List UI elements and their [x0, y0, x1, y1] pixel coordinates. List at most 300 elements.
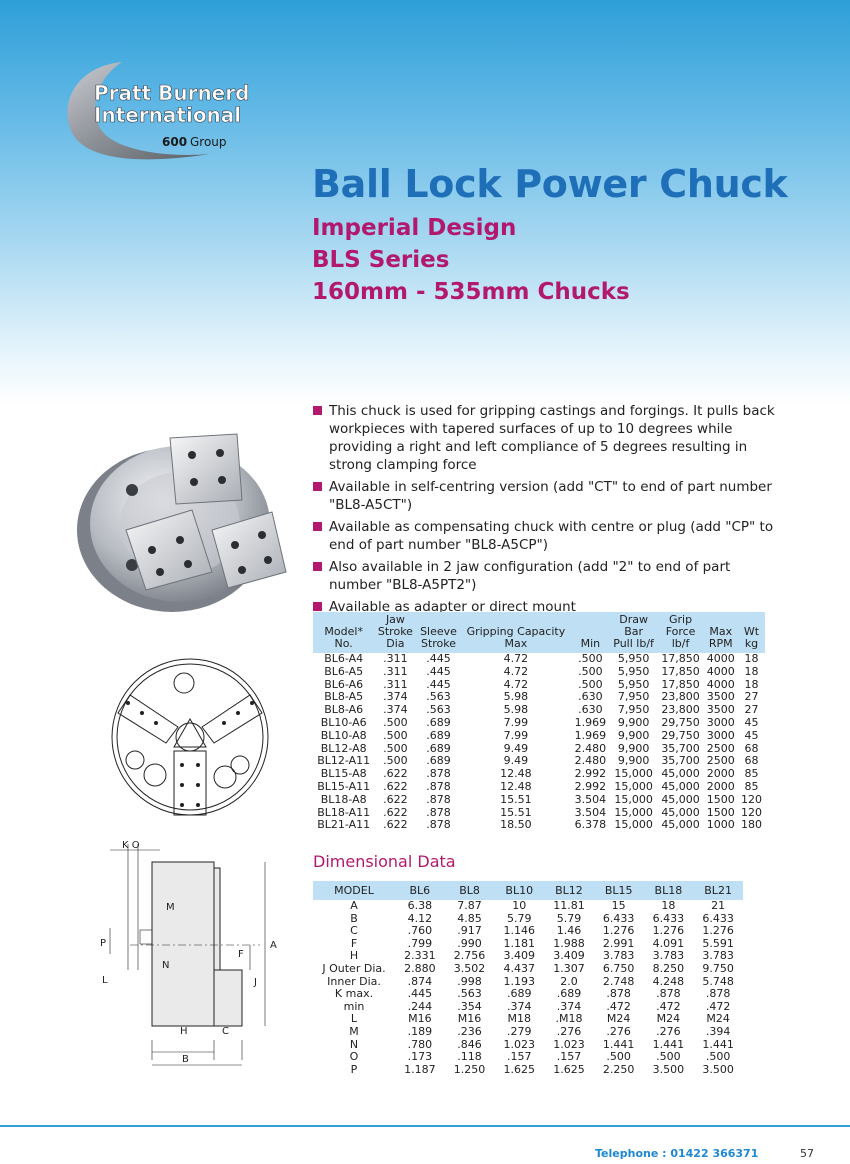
spec-cell: 5,950 [617, 652, 650, 665]
dim-cell: 3.783 [602, 949, 635, 963]
dim-cell: 2.880 [404, 961, 436, 975]
logo-group-num: 600 [162, 135, 188, 149]
spec-col-header-line: Draw [619, 613, 648, 626]
dim-cell: .472 [656, 999, 681, 1013]
feature-item [313, 558, 783, 594]
dim-cell: .500 [656, 1050, 681, 1064]
spec-cell: 9.49 [503, 754, 529, 768]
dim-cell: 3.500 [702, 1062, 734, 1076]
dim-label-l: L [102, 975, 108, 986]
spec-cell: BL6-A4 [324, 652, 364, 665]
dim-cell: .878 [606, 987, 631, 1001]
dim-cell: M18 [507, 1012, 531, 1026]
dim-row-label: B [350, 911, 358, 925]
spec-col-header-line: kg [744, 637, 759, 650]
dim-col-header: BL6 [409, 884, 431, 897]
dim-cell: .236 [457, 1024, 482, 1038]
dim-cell: 1.023 [503, 1037, 535, 1051]
dim-row [313, 963, 743, 976]
dim-cell: .846 [457, 1037, 482, 1051]
dim-header-row [313, 881, 743, 900]
dim-cell: 1.146 [503, 924, 535, 938]
dim-cell: 15 [611, 899, 626, 912]
spec-cell: 15.51 [461, 794, 572, 807]
dim-label-j: J [254, 977, 257, 988]
dim-cell: M24 [706, 1012, 730, 1026]
dim-cell: M24 [606, 1012, 631, 1026]
dim-cell: .878 [705, 987, 731, 1001]
dim-row [313, 1064, 743, 1077]
spec-cell: 180 [738, 819, 765, 832]
spec-cell: 2.992 [574, 779, 607, 793]
spec-cell: 29,750 [661, 728, 700, 742]
spec-cell: 15.51 [500, 805, 532, 819]
dim-cell: M16 [457, 1012, 482, 1026]
bullet-square-icon [313, 562, 322, 571]
spec-row [313, 730, 765, 743]
spec-cell: .689 [426, 728, 451, 742]
chuck-photo [72, 420, 304, 620]
dim-table-body [313, 900, 743, 1076]
spec-cell: 3500 [703, 691, 738, 704]
spec-cell: 2.480 [571, 743, 609, 756]
dim-cell: .276 [656, 1024, 681, 1038]
dim-cell: 1.46 [556, 924, 582, 938]
spec-cell: BL6-A6 [324, 677, 364, 691]
spec-cell: 2.480 [574, 754, 607, 768]
dim-cell: 6.433 [602, 911, 635, 925]
page-title: Ball Lock Power Chuck [312, 162, 788, 206]
spec-cell: BL12-A8 [313, 743, 374, 756]
spec-cell: 5,950 [610, 666, 658, 679]
dim-cell: 2.250 [602, 1062, 635, 1076]
dim-cell: 1.276 [652, 924, 685, 938]
spec-cell: 2.992 [571, 768, 609, 781]
spec-cell: 9,900 [617, 754, 650, 768]
spec-col-header-line: Stroke [420, 637, 457, 650]
feature-item [313, 478, 783, 514]
dim-cell: 1.276 [602, 924, 635, 938]
bullet-square-icon [313, 482, 322, 491]
spec-col-header [461, 612, 572, 653]
feature-text: Available as compensating chuck with centre or plug (add "CP" to end of part number "BL8-A5CP") [329, 519, 774, 553]
dim-row-label: A [350, 899, 358, 912]
spec-table [313, 612, 765, 832]
dim-row-label: O [349, 1050, 359, 1064]
spec-cell: .445 [426, 652, 451, 665]
dim-cell: 6.433 [702, 911, 734, 925]
spec-cell: .445 [416, 666, 460, 679]
dim-cell: .118 [457, 1050, 482, 1064]
dim-row [313, 1026, 743, 1039]
dim-cell: 2.331 [404, 949, 436, 963]
spec-cell: 45,000 [661, 779, 700, 793]
dim-label-n: N [162, 960, 170, 971]
dim-col-header: BL21 [704, 884, 732, 897]
spec-col-header-line: No. [334, 637, 353, 650]
spec-cell: .445 [426, 677, 451, 691]
dim-cell: .157 [507, 1050, 532, 1064]
spec-col-header-line: Wt [743, 625, 760, 638]
spec-cell: 17,850 [658, 666, 704, 679]
dim-cell: 1.625 [553, 1062, 585, 1076]
spec-cell: 6.378 [571, 819, 609, 832]
spec-cell: 68 [744, 754, 759, 768]
bullet-square-icon [313, 522, 322, 531]
spec-cell: .622 [374, 819, 416, 832]
dim-cell: 5.79 [507, 911, 532, 925]
dim-cell: 21 [711, 899, 726, 912]
dim-cell: .276 [556, 1024, 582, 1038]
spec-col-header [374, 612, 416, 653]
spec-cell: 3500 [706, 703, 735, 717]
spec-col-header-line: Min [580, 637, 601, 650]
spec-cell: .878 [416, 768, 460, 781]
dim-cell: .563 [457, 987, 482, 1001]
spec-table-body [313, 653, 765, 832]
spec-cell: 29,750 [658, 717, 704, 730]
spec-cell: 15,000 [614, 805, 653, 819]
dim-cell: 1.187 [404, 1062, 436, 1076]
dim-col-header: BL15 [604, 884, 633, 897]
dim-label-a: A [270, 940, 277, 951]
dim-cell: 3.500 [652, 1062, 685, 1076]
feature-text: Available as adapter or direct mount [329, 599, 576, 615]
dim-row-label: P [350, 1062, 358, 1076]
feature-list [313, 402, 783, 620]
dim-cell: .917 [457, 924, 482, 938]
spec-cell: BL8-A5 [313, 691, 374, 704]
spec-cell: .622 [374, 794, 416, 807]
dim-row-label: Inner Dia. [327, 974, 381, 988]
dim-cell: 4.12 [407, 911, 433, 925]
spec-cell: .563 [426, 703, 451, 717]
spec-col-header-line: Bar [624, 625, 643, 638]
spec-cell: BL18-A11 [317, 805, 371, 819]
page-number: 57 [800, 1147, 814, 1160]
spec-cell: .500 [374, 717, 416, 730]
spec-cell: .878 [416, 819, 460, 832]
spec-cell: 45,000 [658, 768, 704, 781]
spec-col-header-line: Sleeve [420, 625, 457, 638]
spec-row [313, 653, 765, 666]
spec-cell: 9,900 [610, 743, 658, 756]
spec-col-header [571, 612, 609, 653]
dim-cell: 1.250 [453, 1062, 486, 1076]
spec-cell: 7.99 [503, 728, 529, 742]
spec-cell: 120 [740, 805, 762, 819]
bullet-square-icon [313, 406, 322, 415]
dim-cell: 5.79 [556, 911, 582, 925]
spec-cell: .563 [416, 691, 460, 704]
dim-cell: 18 [661, 899, 676, 912]
dim-cell: M24 [656, 1012, 681, 1026]
dim-cell: .189 [407, 1024, 433, 1038]
spec-cell: .311 [383, 677, 408, 691]
spec-cell: 23,800 [661, 703, 700, 717]
dim-label-b: B [182, 1054, 189, 1065]
spec-cell: 5,950 [617, 677, 650, 691]
spec-col-header [416, 612, 460, 653]
dim-cell: .157 [556, 1050, 582, 1064]
spec-cell: BL18-A8 [313, 794, 374, 807]
spec-col-header [658, 612, 704, 653]
spec-cell: 1500 [706, 805, 735, 819]
spec-col-header [313, 612, 374, 653]
spec-cell: 17,850 [661, 677, 700, 691]
spec-cell: 18 [744, 652, 759, 665]
spec-cell: 27 [738, 691, 765, 704]
dim-row-label: C [350, 924, 358, 938]
spec-cell: 1.969 [571, 717, 609, 730]
spec-cell: 3.504 [571, 794, 609, 807]
spec-col-header-line: Pull lb/f [613, 637, 654, 650]
spec-cell: 45,000 [661, 805, 700, 819]
dim-row [313, 925, 743, 938]
spec-row [313, 717, 765, 730]
spec-cell: 85 [744, 779, 759, 793]
spec-cell: 45,000 [658, 819, 704, 832]
spec-cell: 12.48 [500, 779, 532, 793]
spec-cell: BL10-A6 [313, 717, 374, 730]
spec-cell: .878 [426, 805, 451, 819]
spec-col-header-line: Max [709, 625, 733, 638]
dim-cell: 3.409 [503, 949, 535, 963]
dim-label-f: F [238, 949, 244, 960]
dim-cell: 4.248 [652, 974, 685, 988]
spec-cell: .689 [416, 717, 460, 730]
dim-col-header: BL8 [459, 884, 480, 897]
spec-cell: 5.98 [461, 691, 572, 704]
dim-col-header: MODEL [334, 884, 374, 897]
spec-cell: 18.50 [461, 819, 572, 832]
spec-col-header-line: Stroke [377, 625, 413, 638]
spec-cell: .878 [426, 779, 451, 793]
spec-header-row [313, 612, 765, 653]
spec-cell: 15,000 [610, 794, 658, 807]
spec-cell: 3.504 [574, 805, 607, 819]
spec-cell: .689 [426, 754, 451, 768]
dim-cell: 4.091 [652, 936, 685, 950]
spec-cell: BL15-A8 [313, 768, 374, 781]
spec-cell: 27 [744, 703, 759, 717]
dim-cell: .374 [507, 999, 532, 1013]
spec-cell: 4.72 [503, 652, 529, 665]
spec-col-header-line: RPM [708, 637, 733, 650]
spec-cell: 15,000 [610, 768, 658, 781]
feature-text: This chuck is used for gripping castings and forgings. It pulls back workpieces with tapered surfaces of up to 10 degrees while providing a right and left compliance of 5 degrees resulting in strong clamping force [329, 403, 775, 473]
dim-cell: 1.276 [702, 924, 734, 938]
dim-cell: 6.750 [602, 961, 635, 975]
dim-cell: .990 [457, 936, 482, 950]
dim-cell: 1.193 [503, 974, 535, 988]
subtitle-design: Imperial Design [312, 215, 517, 241]
dim-row-label: M [349, 1024, 359, 1038]
spec-col-header-line: Gripping Capacity [466, 625, 566, 638]
footer-phone: Telephone : 01422 366371 [595, 1147, 759, 1160]
spec-cell: 15,000 [614, 779, 653, 793]
dim-cell: .780 [407, 1037, 433, 1051]
spec-cell: 120 [738, 794, 765, 807]
spec-cell: .500 [578, 677, 603, 691]
dim-cell: 1.441 [702, 1037, 734, 1051]
dim-cell: 3.409 [553, 949, 585, 963]
spec-cell: 7,950 [617, 703, 650, 717]
spec-cell: 3000 [706, 728, 735, 742]
dim-cell: 3.502 [453, 961, 486, 975]
dim-cell: .689 [507, 987, 532, 1001]
dim-col-header: BL10 [505, 884, 534, 897]
spec-cell: .622 [383, 805, 408, 819]
dim-cell: .244 [407, 999, 433, 1013]
spec-row [313, 819, 765, 832]
dim-cell: .279 [507, 1024, 532, 1038]
dim-cell: 6.38 [407, 899, 433, 912]
spec-col-header-line: Model* [324, 625, 363, 638]
dim-cell: .M18 [555, 1012, 583, 1026]
spec-cell: BL6-A5 [313, 666, 374, 679]
bullet-square-icon [313, 602, 322, 611]
spec-cell: 35,700 [661, 754, 700, 768]
dim-cell: .472 [606, 999, 631, 1013]
dim-row-label: L [350, 1012, 358, 1026]
dim-cell: .445 [407, 987, 433, 1001]
dim-row [313, 988, 743, 1001]
dimension-table [313, 881, 743, 1076]
subtitle-series: BLS Series [312, 247, 450, 273]
spec-col-header-line: Force [665, 625, 696, 638]
dim-cell: .760 [407, 924, 433, 938]
footer-rule [0, 1125, 850, 1127]
dim-cell: 10 [512, 899, 527, 912]
spec-cell: .311 [374, 666, 416, 679]
spec-col-header [610, 612, 658, 653]
dim-cell: 2.991 [602, 936, 635, 950]
subtitle-size-range: 160mm - 535mm Chucks [312, 279, 630, 305]
spec-cell: 2500 [706, 754, 735, 768]
dim-cell: .500 [606, 1050, 631, 1064]
spec-row [313, 794, 765, 807]
spec-cell: .374 [374, 691, 416, 704]
feature-text: Available in self-centring version (add "CT" to end of part number "BL8-A5CT") [329, 479, 772, 513]
dim-cell: .799 [407, 936, 433, 950]
spec-cell: .630 [571, 691, 609, 704]
spec-cell: 18 [744, 677, 759, 691]
feature-item [313, 402, 783, 474]
dim-row-label: H [349, 949, 359, 963]
dim-cell: 2.0 [560, 974, 578, 988]
spec-cell: BL15-A11 [317, 779, 371, 793]
spec-cell: 1500 [703, 794, 738, 807]
feature-item [313, 518, 783, 554]
spec-col-header [703, 612, 738, 653]
spec-cell: BL10-A8 [320, 728, 367, 742]
dim-cell: 9.750 [702, 961, 734, 975]
dim-cell: .998 [457, 974, 482, 988]
spec-cell: 15,000 [610, 819, 658, 832]
spec-cell: .500 [383, 728, 408, 742]
spec-cell: .622 [374, 768, 416, 781]
spec-cell: 2000 [703, 768, 738, 781]
spec-cell: 3000 [703, 717, 738, 730]
spec-cell: .689 [416, 743, 460, 756]
logo-group-word: Group [190, 135, 227, 149]
dim-cell: 4.437 [503, 961, 535, 975]
dim-cell: 1.181 [503, 936, 535, 950]
dim-cell: M16 [408, 1012, 432, 1026]
spec-cell: .878 [416, 794, 460, 807]
spec-cell: 23,800 [658, 691, 704, 704]
dim-cell: 1.023 [553, 1037, 585, 1051]
spec-cell: 45 [738, 717, 765, 730]
spec-cell: 2000 [706, 779, 735, 793]
spec-cell: 9.49 [461, 743, 572, 756]
dim-row-label: F [350, 936, 358, 950]
dim-cell: .394 [705, 1024, 731, 1038]
spec-cell: 1000 [703, 819, 738, 832]
spec-col-header-line: Grip [669, 613, 693, 626]
dim-label-p: P [100, 938, 107, 949]
dim-cell: .689 [556, 987, 582, 1001]
dim-cell: .276 [606, 1024, 631, 1038]
spec-cell: BL21-A11 [313, 819, 374, 832]
dim-row-label: min [343, 999, 365, 1013]
spec-cell: 5.98 [503, 703, 529, 717]
dim-cell: 5.591 [702, 936, 734, 950]
front-view-drawing [100, 655, 280, 820]
spec-cell: .500 [374, 743, 416, 756]
spec-cell: BL12-A11 [317, 754, 371, 768]
logo-line1: Pratt Burnerd [94, 81, 250, 105]
spec-cell: 2500 [703, 743, 738, 756]
dim-cell: 2.756 [453, 949, 486, 963]
dim-cell: 1.441 [602, 1037, 635, 1051]
spec-cell: .500 [578, 652, 603, 665]
spec-col-header-line: Dia [386, 637, 405, 650]
spec-cell: 35,700 [658, 743, 704, 756]
dim-label-c: C [222, 1026, 229, 1037]
dim-cell: .354 [457, 999, 482, 1013]
dim-cell: 1.988 [553, 936, 585, 950]
dim-cell: 6.433 [652, 911, 685, 925]
dim-cell: .472 [705, 999, 731, 1013]
spec-cell: .374 [383, 703, 408, 717]
spec-row [313, 781, 765, 794]
dim-cell: 8.250 [652, 961, 685, 975]
dim-label-m: M [166, 902, 175, 913]
spec-cell: 17,850 [661, 652, 700, 665]
spec-col-header-line: Max [504, 637, 528, 650]
spec-cell: 1.969 [574, 728, 607, 742]
spec-cell: .500 [571, 666, 609, 679]
dim-cell: 4.85 [457, 911, 482, 925]
spec-cell: 4000 [706, 677, 735, 691]
dim-row-label: K max. [334, 987, 374, 1001]
dim-cell: .874 [407, 974, 433, 988]
dim-cell: 1.625 [503, 1062, 535, 1076]
spec-cell: 7.99 [461, 717, 572, 730]
spec-cell: 85 [738, 768, 765, 781]
dim-row-label: J Outer Dia. [322, 961, 386, 975]
logo-line2: International [94, 103, 242, 127]
spec-col-header-line: Jaw [385, 613, 405, 626]
spec-col-header-line: lb/f [671, 637, 690, 650]
spec-cell: 4.72 [503, 677, 529, 691]
dimensional-data-heading: Dimensional Data [313, 852, 456, 871]
spec-cell: 9,900 [617, 728, 650, 742]
dim-cell: 3.783 [652, 949, 685, 963]
spec-row [313, 666, 765, 679]
